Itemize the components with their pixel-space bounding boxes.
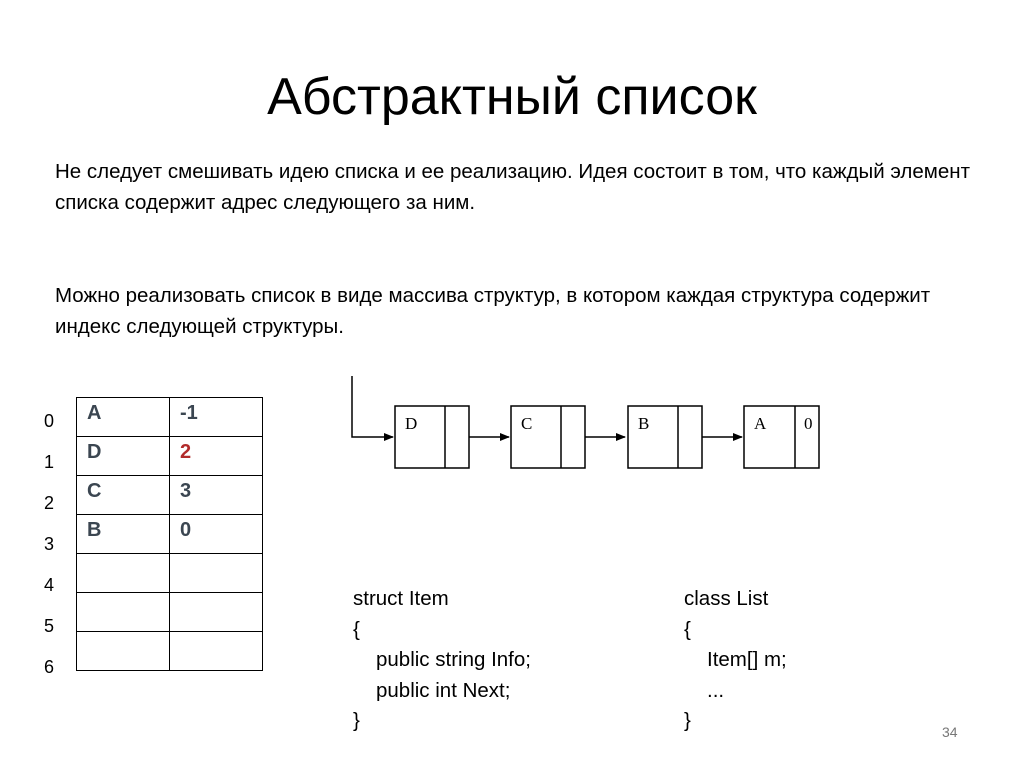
list-node xyxy=(395,406,469,468)
head-pointer-arrow xyxy=(352,376,393,437)
code-line: class List xyxy=(684,587,769,610)
code-line: public int Next; xyxy=(376,678,511,702)
list-node xyxy=(744,406,819,468)
code-line: { xyxy=(684,617,691,641)
code-line: ... xyxy=(707,678,725,702)
code-line: struct Item xyxy=(353,587,449,610)
node-info: B xyxy=(638,414,650,433)
code-line: public string Info; xyxy=(376,648,531,671)
list-node xyxy=(628,406,702,468)
info-cell: A xyxy=(77,398,170,437)
code-line: } xyxy=(353,709,360,732)
code-line: Item[] m; xyxy=(707,648,787,671)
slide-title: Абстрактный список xyxy=(267,68,757,126)
info-cell: B xyxy=(77,515,170,554)
info-cell: D xyxy=(77,437,170,476)
next-cell: 3 xyxy=(170,476,263,515)
code-line: { xyxy=(353,617,360,641)
list-node xyxy=(511,406,585,468)
page-number: 34 xyxy=(942,724,958,740)
next-cell: 0 xyxy=(170,515,263,554)
node-info: D xyxy=(405,414,418,433)
class-code-block xyxy=(684,584,787,737)
info-cell: C xyxy=(77,476,170,515)
intro-paragraph: Не следует смешивать идею списка и ее реализацию. Идея состоит в том, что каждый элемент списка содержит адрес следующего за ним. xyxy=(55,160,970,214)
array-index: 5 xyxy=(44,616,55,636)
array-index: 2 xyxy=(44,493,55,513)
array-index: 6 xyxy=(44,657,55,677)
node-next: 0 xyxy=(804,414,813,433)
node-info: C xyxy=(521,414,533,433)
array-index: 0 xyxy=(44,411,55,431)
implementation-paragraph: Можно реализовать список в виде массива структур, в котором каждая структура содержит индекс следующей структуры. xyxy=(55,284,931,338)
array-index: 1 xyxy=(44,452,55,472)
struct-code-block xyxy=(353,584,531,737)
array-index: 4 xyxy=(44,575,55,595)
next-cell-highlighted: 2 xyxy=(170,437,263,476)
next-cell: -1 xyxy=(170,398,263,437)
code-line: } xyxy=(684,709,691,732)
node-info: A xyxy=(754,414,767,433)
array-index: 3 xyxy=(44,534,55,554)
